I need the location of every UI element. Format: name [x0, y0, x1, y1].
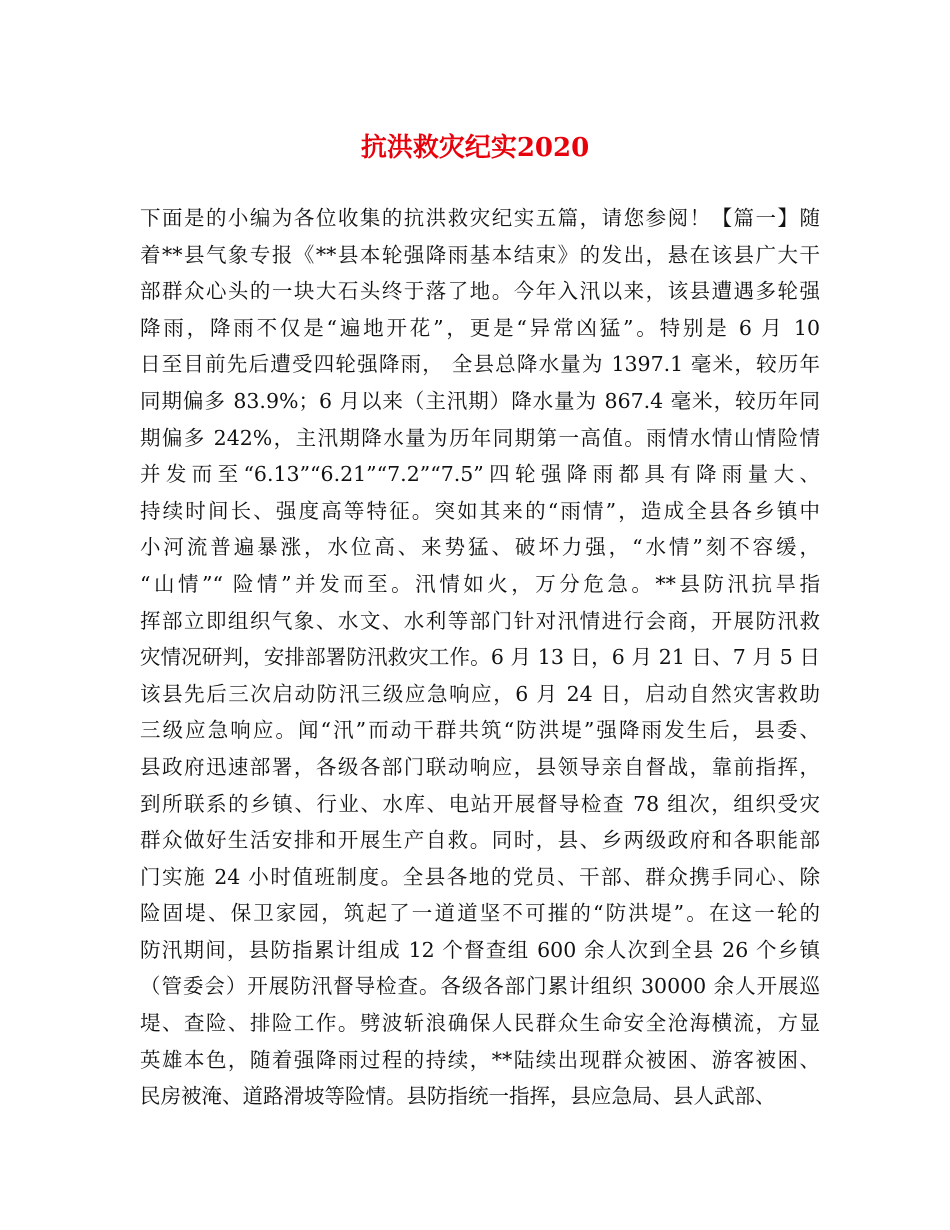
body-line: 期偏多 242%，主汛期降水量为历年同期第一高值。雨情水情山情险情 — [140, 425, 820, 450]
document-body — [140, 200, 820, 1115]
body-line: 并发而至“6.13”“6.21”“7.2”“7.5”四轮强降雨都具有降雨量大、 — [140, 462, 820, 487]
body-line: 县政府迅速部署，各级各部门联动响应，县领导亲自督战，靠前指挥， — [140, 754, 820, 779]
body-line: 日至目前先后遭受四轮强降雨， 全县总降水量为 1397.1 毫米，较历年 — [140, 352, 820, 377]
body-line: 下面是的小编为各位收集的抗洪救灾纪实五篇，请您参阅！【篇一】随 — [140, 206, 820, 230]
body-line: 三级应急响应。闻“汛”而动干群共筑“防洪堤”强降雨发生后，县委、 — [140, 718, 820, 743]
body-line: 降雨，降雨不仅是“遍地开花”，更是“异常凶猛”。特别是 6 月 10 — [140, 315, 820, 340]
body-line: 防汛期间，县防指累计组成 12 个督查组 600 余人次到全县 26 个乡镇 — [140, 937, 820, 962]
body-line: 同期偏多 83.9%；6 月以来（主汛期）降水量为 867.4 毫米，较历年同 — [140, 388, 820, 413]
body-line: 门实施 24 小时值班制度。全县各地的党员、干部、群众携手同心、除 — [140, 864, 820, 889]
body-line: 英雄本色，随着强降雨过程的持续，**陆续出现群众被困、游客被困、 — [140, 1047, 820, 1072]
body-line: 灾情况研判，安排部署防汛救灾工作。6 月 13 日，6 月 21 日、7 月 5 日 — [140, 645, 820, 670]
body-line: （管委会）开展防汛督导检查。各级各部门累计组织 30000 余人开展巡 — [140, 974, 820, 999]
document-title: 抗洪救灾纪实2020 — [360, 133, 590, 163]
body-line: 着**县气象专报《**县本轮强降雨基本结束》的发出，悬在该县广大干 — [140, 242, 820, 267]
body-line: 群众做好生活安排和开展生产自救。同时，县、乡两级政府和各职能部 — [140, 828, 820, 853]
body-line: “山情”“ 险情”并发而至。汛情如火，万分危急。**县防汛抗旱指 — [140, 571, 820, 596]
body-line: 该县先后三次启动防汛三级应急响应，6 月 24 日，启动自然灾害救助 — [140, 681, 820, 706]
body-line: 挥部立即组织气象、水文、水利等部门针对汛情进行会商，开展防汛救 — [140, 608, 820, 633]
body-line: 到所联系的乡镇、行业、水库、电站开展督导检查 78 组次，组织受灾 — [140, 791, 820, 816]
body-line: 堤、查险、排险工作。劈波斩浪确保人民群众生命安全沧海横流，方显 — [140, 1011, 820, 1036]
body-line: 部群众心头的一块大石头终于落了地。今年入汛以来，该县遭遇多轮强 — [140, 279, 820, 304]
body-line: 持续时间长、强度高等特征。突如其来的“雨情”，造成全县各乡镇中 — [140, 498, 820, 523]
body-line: 民房被淹、道路滑坡等险情。县防指统一指挥，县应急局、县人武部、 — [140, 1084, 776, 1109]
body-line: 小河流普遍暴涨，水位高、来势猛、破坏力强，“水情”刻不容缓， — [140, 535, 820, 560]
body-line: 险固堤、保卫家园，筑起了一道道坚不可摧的“防洪堤”。在这一轮的 — [140, 901, 820, 926]
